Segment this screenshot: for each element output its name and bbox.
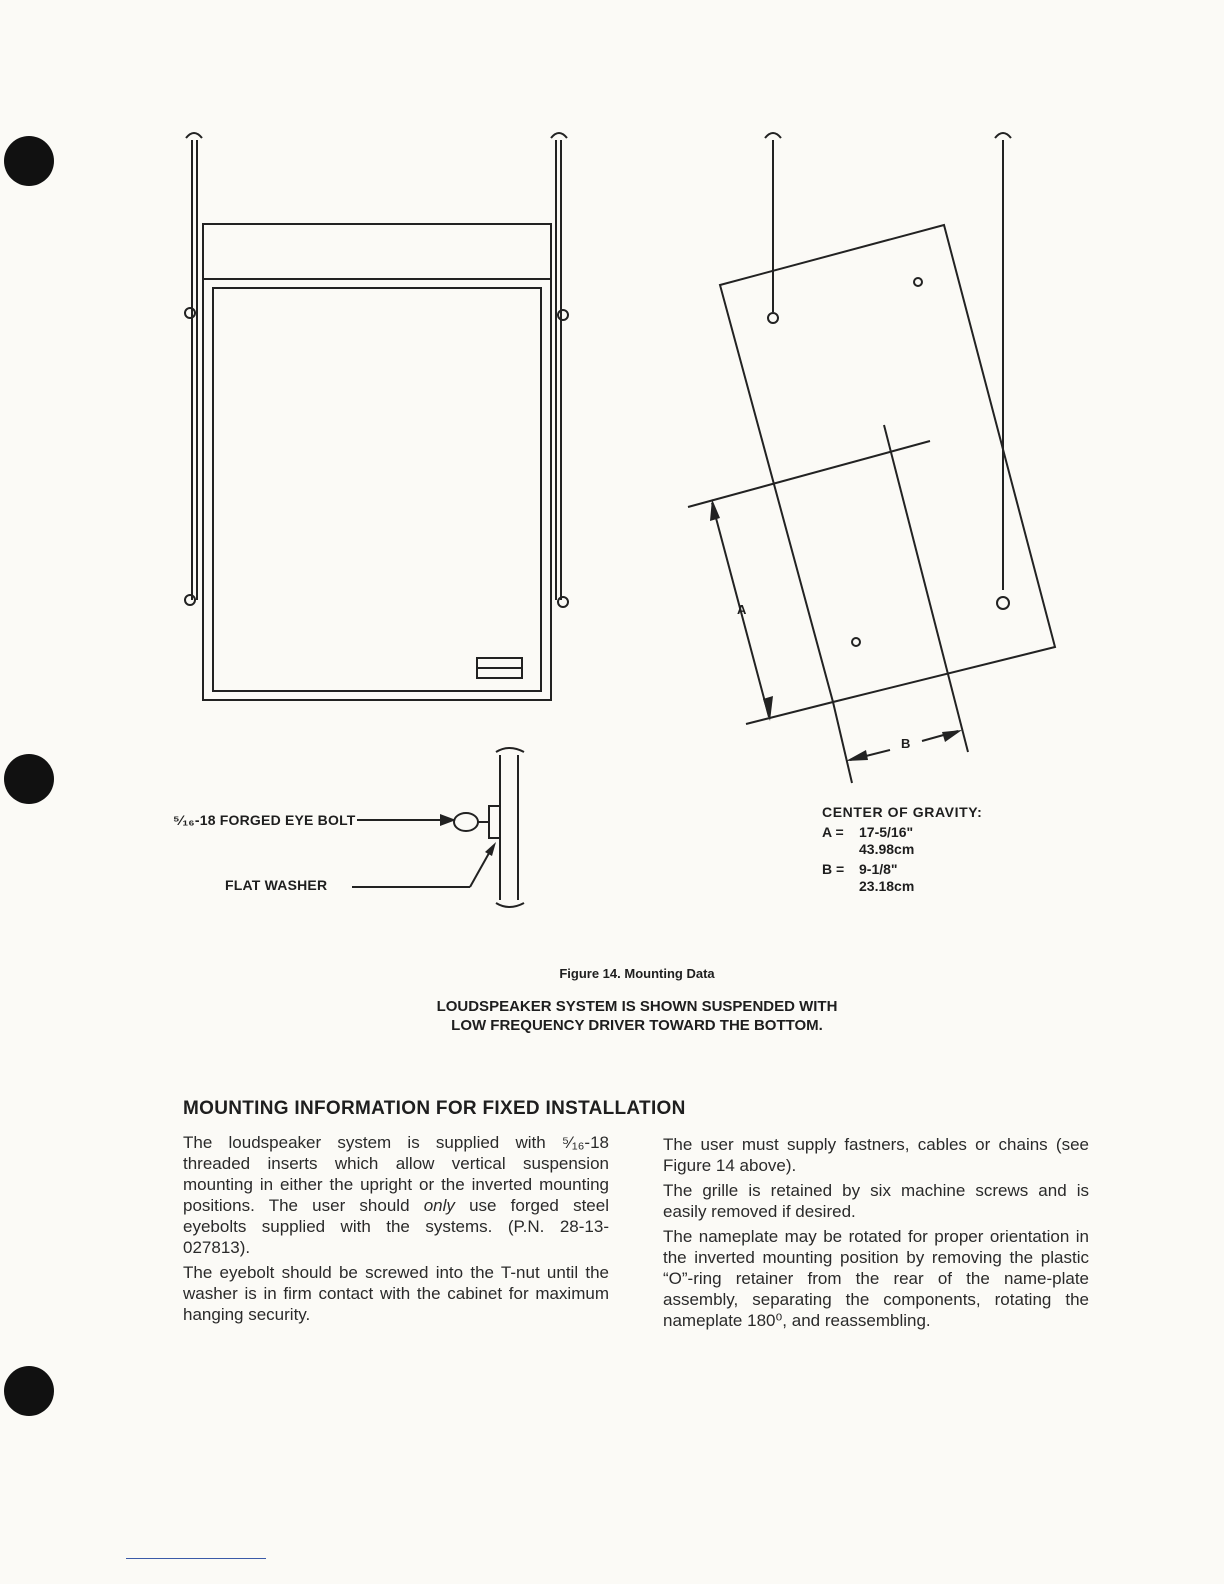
dimension-a-label: A: [737, 602, 747, 617]
cog-b-inches: 9-1/8": [859, 861, 898, 877]
left-p1-text-b: use forged steel eyebolts supplied with the systems. (P.N. 28-13-027813).: [183, 1196, 609, 1257]
cog-row-a: [822, 824, 982, 858]
right-paragraph-3: The nameplate may be rotated for proper orientation in the inverted mounting position by removing the plastic “O”-ring retainer from the rear of the name-plate assembly, separating the components, rotating the nameplate 180⁰, and reassembling.: [663, 1227, 1089, 1330]
section-heading: MOUNTING INFORMATION FOR FIXED INSTALLATION: [183, 1098, 686, 1119]
cog-b-key: B =: [822, 861, 845, 877]
eyebolt-label: ⁵⁄₁₆-18 FORGED EYE BOLT: [173, 812, 356, 828]
cog-a-key: A =: [822, 824, 844, 840]
flat-washer-label: FLAT WASHER: [225, 877, 328, 893]
left-paragraph-1: [183, 1132, 609, 1258]
figure-subcaption-line1: LOUDSPEAKER SYSTEM IS SHOWN SUSPENDED WITH: [436, 998, 838, 1015]
left-p1-text-a: The loudspeaker system is supplied with ⁵⁄₁₆-18 threaded inserts which allow vertical suspension mounting in either the upright or the inverted mounting positions. The user should: [183, 1133, 609, 1215]
cog-title: CENTER OF GRAVITY:: [822, 804, 983, 820]
cog-row-b: [822, 861, 982, 895]
right-column: [663, 1134, 1089, 1335]
figure-subcaption-line2: LOW FREQUENCY DRIVER TOWARD THE BOTTOM.: [451, 1017, 823, 1034]
left-p1-emphasis: only: [423, 1196, 455, 1215]
tilted-cabinet-drawing: [688, 133, 1055, 783]
dimension-b-label: B: [901, 736, 911, 751]
left-paragraph-2: The eyebolt should be screwed into the T-nut until the washer is in firm contact with the cabinet for maximum hanging security.: [183, 1263, 609, 1324]
right-paragraph-2: The grille is retained by six machine screws and is easily removed if desired.: [663, 1181, 1089, 1221]
figure-caption: Figure 14. Mounting Data: [559, 966, 715, 981]
footer-rule: [126, 1558, 266, 1559]
cog-a-cm: 43.98cm: [859, 841, 915, 857]
center-of-gravity-table: [822, 804, 982, 895]
eyebolt-detail-drawing: [352, 748, 524, 907]
upright-cabinet-drawing: [185, 133, 568, 700]
left-column: [183, 1132, 609, 1329]
cog-b-cm: 23.18cm: [859, 878, 915, 894]
cog-a-inches: 17-5/16": [859, 824, 914, 840]
right-paragraph-1: The user must supply fastners, cables or chains (see Figure 14 above).: [663, 1135, 1089, 1175]
